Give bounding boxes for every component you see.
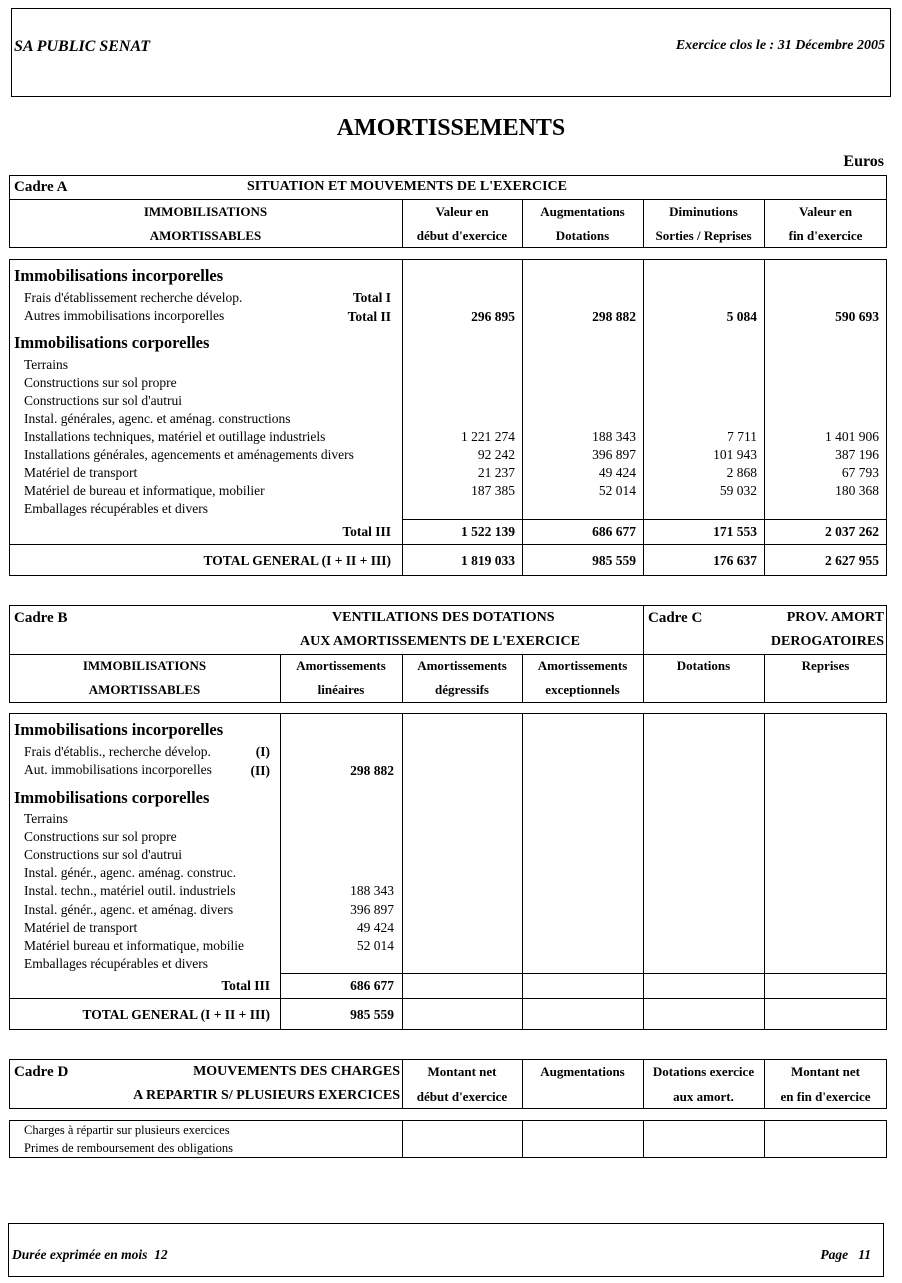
col-header: IMMOBILISATIONS (143, 204, 268, 219)
cadre-c-label: Cadre C (648, 610, 703, 626)
cadre-a-title: SITUATION ET MOUVEMENTS DE L'EXERCICE (247, 179, 567, 194)
cell: 188 343 (592, 429, 636, 444)
cell: 21 237 (477, 465, 515, 480)
row-total: (I) (255, 744, 270, 759)
row-label: Matériel de bureau et informatique, mobilier (24, 483, 265, 498)
row-label: Matériel de transport (24, 465, 138, 480)
cell: 49 424 (356, 920, 394, 935)
cell: 2 627 955 (825, 553, 879, 568)
row-label: Charges à répartir sur plusieurs exercices (24, 1123, 230, 1137)
col-header: AMORTISSABLES (149, 228, 262, 243)
row-label: Primes de remboursement des obligations (24, 1141, 233, 1155)
cell: 590 693 (835, 309, 879, 324)
col-header: IMMOBILISATIONS (82, 658, 207, 673)
col-header: Sorties / Reprises (655, 228, 752, 243)
col-header: Reprises (801, 658, 850, 673)
col-header: dégressifs (435, 682, 489, 697)
col-header: en fin d'exercice (780, 1089, 871, 1104)
row-label: Installations techniques, matériel et outillage industriels (24, 429, 326, 444)
exercise-date: Exercice clos le : 31 Décembre 2005 (675, 38, 885, 53)
cell: 52 014 (598, 483, 636, 498)
corp-title: Immobilisations corporelles (14, 788, 210, 807)
currency-label: Euros (843, 153, 884, 170)
cell: 52 014 (356, 938, 394, 953)
cell: 298 882 (592, 309, 636, 324)
page-title: AMORTISSEMENTS (336, 115, 566, 141)
cell: 686 677 (592, 524, 636, 539)
cadre-c-title-l1: PROV. AMORT (786, 610, 884, 625)
cadre-b-title-l2: AUX AMORTISSEMENTS DE L'EXERCICE (300, 634, 580, 649)
col-header: début d'exercice (416, 1089, 508, 1104)
cell: 686 677 (350, 978, 394, 993)
cell: 396 897 (350, 902, 394, 917)
cell: 296 895 (471, 309, 515, 324)
cadre-c-title-l2: DEROGATOIRES (770, 634, 884, 649)
col-header: début d'exercice (416, 228, 508, 243)
cadre-b-title-l1: VENTILATIONS DES DOTATIONS (332, 610, 555, 625)
cadre-d-label: Cadre D (14, 1064, 69, 1080)
row-label: Matériel de transport (24, 920, 138, 935)
cadre-a-label: Cadre A (14, 179, 68, 195)
row-label: Constructions sur sol propre (24, 829, 177, 844)
col-header: exceptionnels (545, 682, 620, 697)
cell: 7 711 (727, 429, 757, 444)
total-general-label: TOTAL GENERAL (I + II + III) (82, 1007, 270, 1022)
page-value: 11 (858, 1247, 871, 1262)
total-3-label: Total III (221, 978, 270, 993)
cell: 387 196 (835, 447, 879, 462)
row-label: Aut. immobilisations incorporelles (24, 762, 212, 777)
col-header: Dotations (555, 228, 610, 243)
cell: 985 559 (350, 1007, 394, 1022)
cadre-b-label: Cadre B (14, 610, 68, 626)
page-number: Page 11 (820, 1247, 871, 1262)
row-label: Installations générales, agencements et aménagements divers (24, 447, 354, 462)
col-header: AMORTISSABLES (88, 682, 201, 697)
col-header: aux amort. (673, 1089, 734, 1104)
row-label: Terrains (24, 811, 69, 826)
cell: 985 559 (592, 553, 636, 568)
col-header: linéaires (317, 682, 365, 697)
cell: 1 522 139 (461, 524, 515, 539)
row-label: Frais d'établis., recherche dévelop. (24, 744, 211, 759)
row-label: Instal. génér., agenc. aménag. construc. (24, 865, 237, 880)
corp-title: Immobilisations corporelles (14, 333, 210, 352)
cell: 92 242 (477, 447, 515, 462)
col-header: Dotations exercice (652, 1064, 755, 1079)
incorp-title: Immobilisations incorporelles (14, 720, 224, 739)
cell: 187 385 (471, 483, 515, 498)
col-header: Montant net (427, 1064, 497, 1079)
row-label: Instal. techn., matériel outil. industriels (24, 883, 236, 898)
cadre-d-title-l1: MOUVEMENTS DES CHARGES (193, 1064, 400, 1079)
col-header: Montant net (791, 1064, 860, 1079)
col-header: Amortissements (537, 658, 628, 673)
cell: 5 084 (726, 309, 757, 324)
row-label: Emballages récupérables et divers (24, 956, 209, 971)
cell: 59 032 (719, 483, 757, 498)
cell: 298 882 (350, 763, 394, 778)
row-label: Terrains (24, 357, 69, 372)
cell: 180 368 (835, 483, 879, 498)
cell: 396 897 (592, 447, 636, 462)
col-header: Amortissements (417, 658, 507, 673)
row-label: Constructions sur sol d'autrui (24, 393, 183, 408)
cell: 188 343 (350, 883, 394, 898)
row-label: Emballages récupérables et divers (24, 501, 209, 516)
cell: 176 637 (713, 553, 757, 568)
col-header: fin d'exercice (788, 228, 863, 243)
duration-value: 12 (154, 1247, 168, 1262)
incorp-title: Immobilisations incorporelles (14, 266, 224, 285)
row-label: Matériel bureau et informatique, mobilie (24, 938, 245, 953)
row-label: Constructions sur sol d'autrui (24, 847, 183, 862)
duration-label: Durée exprimée en mois 12 (12, 1247, 168, 1262)
cell: 1 401 906 (825, 429, 879, 444)
cell: 67 793 (841, 465, 879, 480)
col-header: Augmentations (540, 1064, 625, 1079)
row-total: Total II (347, 309, 391, 324)
col-header: Valeur en (435, 204, 489, 219)
row-total: Total I (352, 290, 391, 305)
cell: 2 037 262 (825, 524, 879, 539)
cell: 171 553 (713, 524, 757, 539)
row-label: Frais d'établissement recherche dévelop. (24, 290, 243, 305)
cadre-d-title-l2: A REPARTIR S/ PLUSIEURS EXERCICES (133, 1088, 400, 1103)
col-header: Valeur en (798, 204, 853, 219)
col-header: Diminutions (669, 204, 738, 219)
total-3-label: Total III (342, 524, 391, 539)
row-label: Autres immobilisations incorporelles (24, 308, 225, 323)
total-general-label: TOTAL GENERAL (I + II + III) (203, 553, 391, 568)
company-name: SA PUBLIC SENAT (14, 38, 151, 55)
col-header: Augmentations (540, 204, 625, 219)
row-label: Constructions sur sol propre (24, 375, 177, 390)
col-header: Dotations (676, 658, 731, 673)
cell: 49 424 (598, 465, 636, 480)
cell: 1 221 274 (461, 429, 515, 444)
cell: 101 943 (713, 447, 757, 462)
row-total: (II) (250, 763, 270, 778)
cell: 2 868 (726, 465, 757, 480)
cell: 1 819 033 (461, 553, 515, 568)
row-label: Instal. génér., agenc. et aménag. divers (24, 902, 234, 917)
col-header: Amortissements (296, 658, 386, 673)
row-label: Instal. générales, agenc. et aménag. constructions (24, 411, 291, 426)
